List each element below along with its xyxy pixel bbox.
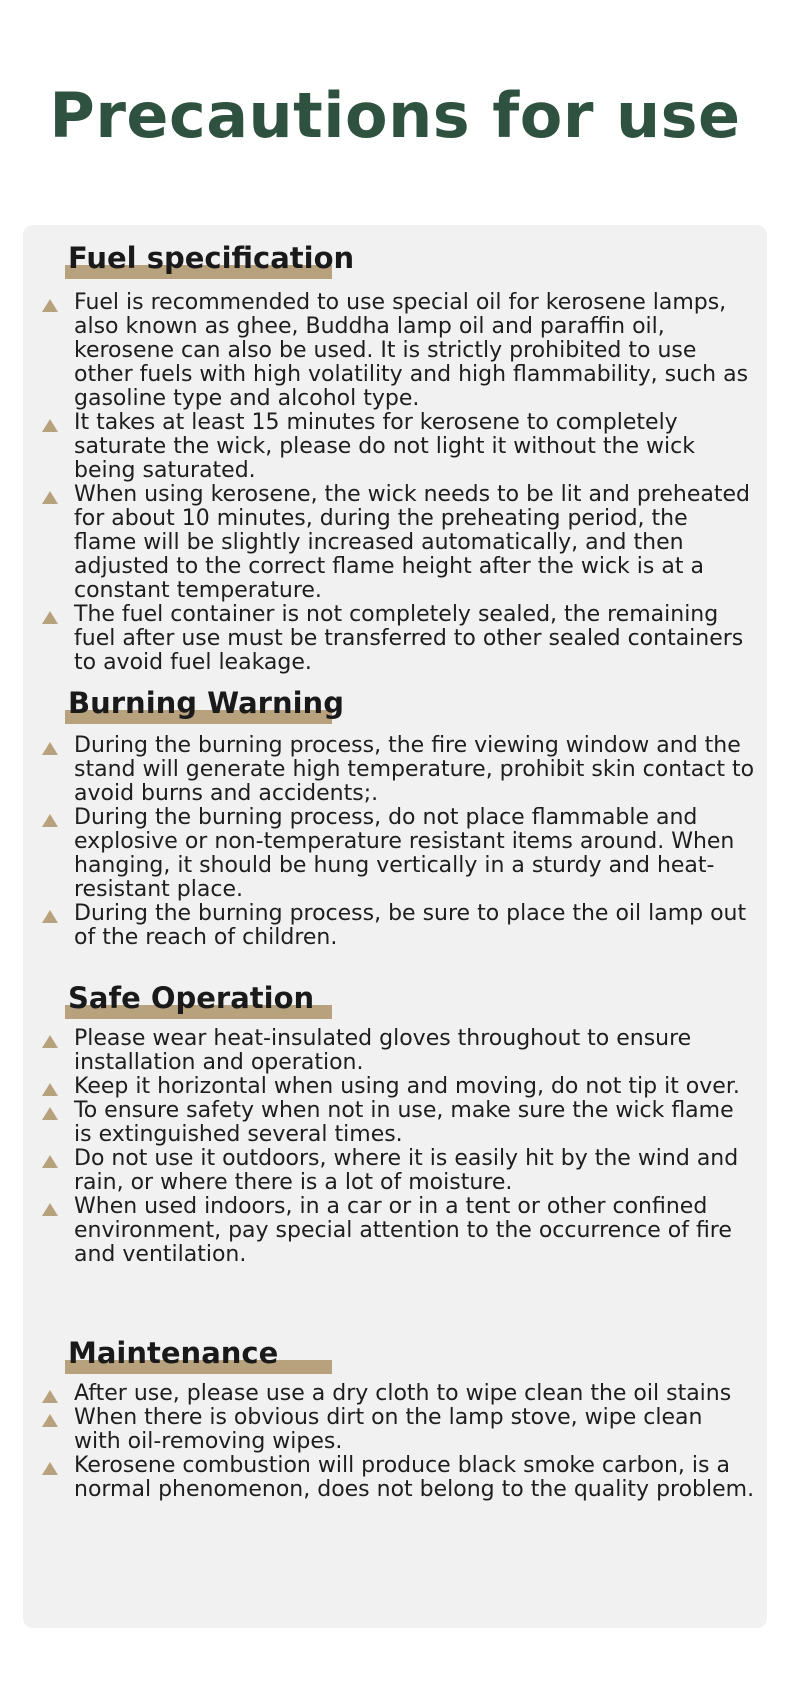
list-item-text: It takes at least 15 minutes for kerosene to completely saturate the wick, please do not light it without the wick being saturated. [74, 410, 695, 483]
page-title: Precautions for use [49, 79, 741, 152]
bullet-list [23, 1382, 767, 1502]
section-safe-operation [23, 980, 767, 1267]
triangle-bullet-icon [42, 1083, 58, 1096]
list-item-text: When using kerosene, the wick needs to be lit and preheated for about 10 minutes, during the preheating period, the flame will be slightly increased automatically, and then adjusted to the correct flame height after the wick is at a constant temperature. [74, 482, 750, 603]
section-heading-text: Maintenance [68, 1336, 279, 1370]
list-item [23, 1147, 767, 1195]
list-item-text: When there is obvious dirt on the lamp stove, wipe clean with oil-removing wipes. [74, 1405, 703, 1454]
list-item [23, 1027, 767, 1075]
section-heading-text: Burning Warning [68, 686, 344, 720]
triangle-bullet-icon [42, 1155, 58, 1168]
list-item-text: During the burning process, the fire viewing window and the stand will generate high temperature, prohibit skin contact to avoid burns and accidents;. [74, 733, 755, 806]
list-item [23, 483, 767, 603]
section-burning-warning [23, 685, 767, 950]
list-item [23, 1075, 767, 1099]
list-item [23, 411, 767, 483]
section-heading-text: Safe Operation [68, 981, 315, 1015]
list-item-text: After use, please use a dry cloth to wipe clean the oil stains [74, 1381, 732, 1406]
list-item [23, 1099, 767, 1147]
triangle-bullet-icon [42, 419, 58, 432]
bullet-list [23, 291, 767, 675]
triangle-bullet-icon [42, 1035, 58, 1048]
list-item [23, 734, 767, 806]
list-item [23, 902, 767, 950]
triangle-bullet-icon [42, 611, 58, 624]
section-fuel-specification [23, 240, 767, 675]
section-heading-text: Fuel specification [68, 241, 355, 275]
list-item [23, 1406, 767, 1454]
section-heading [68, 1335, 767, 1373]
list-item-text: When used indoors, in a car or in a tent or other confined environment, pay special attention to the occurrence of fire and ventilation. [74, 1194, 732, 1267]
list-item-text: During the burning process, be sure to place the oil lamp out of the reach of children. [74, 901, 747, 950]
list-item [23, 603, 767, 675]
bullet-list [23, 734, 767, 950]
triangle-bullet-icon [42, 1414, 58, 1427]
list-item [23, 1454, 767, 1502]
section-heading [68, 980, 767, 1018]
list-item-text: Fuel is recommended to use special oil for kerosene lamps, also known as ghee, Buddha lamp oil and paraffin oil, kerosene can also be used. It is strictly prohibited to use other fuels with high volatility and high flammability, such as gasoline type and alcohol type. [74, 290, 749, 411]
section-heading [68, 240, 767, 278]
list-item [23, 806, 767, 902]
triangle-bullet-icon [42, 742, 58, 755]
triangle-bullet-icon [42, 299, 58, 312]
triangle-bullet-icon [42, 814, 58, 827]
list-item-text: Kerosene combustion will produce black smoke carbon, is a normal phenomenon, does not belong to the quality problem. [74, 1453, 755, 1502]
triangle-bullet-icon [42, 1390, 58, 1403]
list-item-text: Please wear heat-insulated gloves throughout to ensure installation and operation. [74, 1026, 692, 1075]
list-item-text: To ensure safety when not in use, make sure the wick flame is extinguished several times. [74, 1098, 734, 1147]
triangle-bullet-icon [42, 1462, 58, 1475]
section-heading [68, 685, 767, 723]
list-item-text: Keep it horizontal when using and moving, do not tip it over. [74, 1074, 740, 1099]
list-item-text: Do not use it outdoors, where it is easily hit by the wind and rain, or where there is a lot of moisture. [74, 1146, 739, 1195]
bullet-list [23, 1027, 767, 1267]
list-item [23, 291, 767, 411]
list-item-text: During the burning process, do not place flammable and explosive or non-temperature resistant items around. When hanging, it should be hung vertically in a sturdy and heat-resistant place. [74, 805, 735, 902]
triangle-bullet-icon [42, 491, 58, 504]
triangle-bullet-icon [42, 1203, 58, 1216]
list-item [23, 1382, 767, 1406]
list-item [23, 1195, 767, 1267]
triangle-bullet-icon [42, 910, 58, 923]
list-item-text: The fuel container is not completely sealed, the remaining fuel after use must be transferred to other sealed containers to avoid fuel leakage. [74, 602, 744, 675]
precautions-card [23, 225, 767, 1628]
section-maintenance [23, 1335, 767, 1502]
triangle-bullet-icon [42, 1107, 58, 1120]
